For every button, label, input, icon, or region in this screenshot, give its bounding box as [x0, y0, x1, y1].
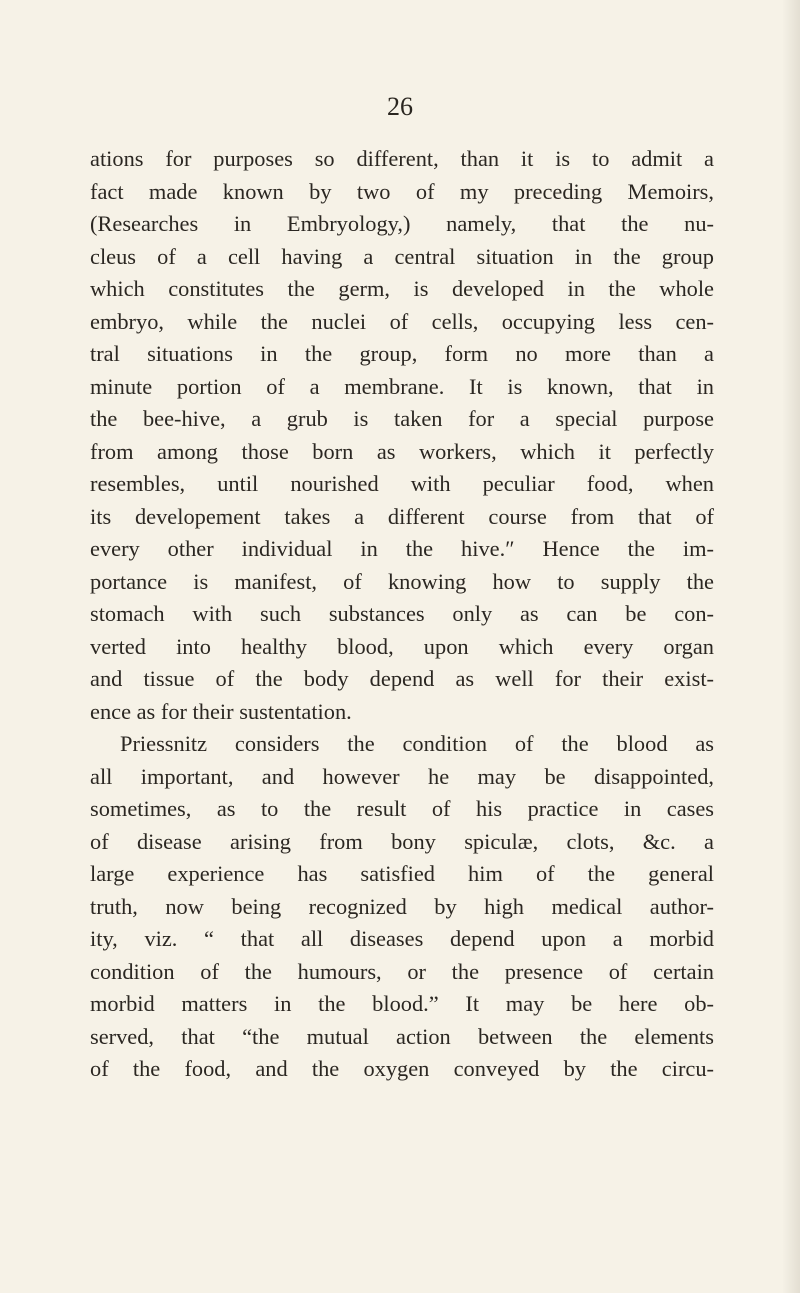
- text-line: every other individual in the hive.″ Hence the im-: [90, 536, 714, 561]
- text-line: morbid matters in the blood.” It may be here ob-: [90, 991, 714, 1016]
- text-line: large experience has satisfied him of the general: [90, 861, 714, 886]
- text-line: Priessnitz considers the condition of the blood as: [120, 731, 714, 756]
- text-line: cleus of a cell having a central situation in the group: [90, 243, 714, 269]
- text-line: from among those born as workers, which it perfectly: [90, 438, 714, 464]
- text-line: embryo, while the nuclei of cells, occupying less cen-: [90, 308, 714, 334]
- text-line: (Researches in Embryology,) namely, that the nu-: [90, 211, 714, 236]
- text-line: the bee-hive, a grub is taken for a special purpose: [90, 406, 714, 431]
- text-line: of the food, and the oxygen conveyed by the circu-: [90, 1056, 714, 1081]
- text-line: all important, and however he may be disappointed,: [90, 763, 714, 789]
- text-line: sometimes, as to the result of his practice in cases: [90, 796, 714, 821]
- page-edge-shadow: [782, 0, 800, 1293]
- text-line: and tissue of the body depend as well for their exist-: [90, 666, 714, 691]
- text-line: stomach with such substances only as can be con-: [90, 601, 714, 626]
- text-line: served, that “the mutual action between the elements: [90, 1023, 714, 1049]
- text-line: which constitutes the germ, is developed in the whole: [90, 276, 714, 301]
- text-line: fact made known by two of my preceding Memoirs,: [90, 178, 714, 204]
- text-line: resembles, until nourished with peculiar food, when: [90, 471, 714, 496]
- text-line: truth, now being recognized by high medical author-: [90, 893, 714, 919]
- text-line: its developement takes a different course from that of: [90, 503, 714, 529]
- text-line: minute portion of a membrane. It is known, that in: [90, 373, 714, 399]
- text-line: ations for purposes so different, than it is to admit a: [90, 146, 714, 171]
- text-line: of disease arising from bony spiculæ, clots, &c. a: [90, 828, 714, 854]
- text-line: ence as for their sustentation.: [90, 698, 352, 724]
- text-line: verted into healthy blood, upon which every organ: [90, 633, 714, 659]
- text-line: portance is manifest, of knowing how to supply the: [90, 568, 714, 594]
- text-line: tral situations in the group, form no more than a: [90, 341, 714, 366]
- page-number: 26: [387, 92, 413, 121]
- text-line: ity, viz. “ that all diseases depend upon a morbid: [90, 926, 714, 951]
- text-line: condition of the humours, or the presence of certain: [90, 958, 714, 984]
- body-text: [90, 143, 714, 1086]
